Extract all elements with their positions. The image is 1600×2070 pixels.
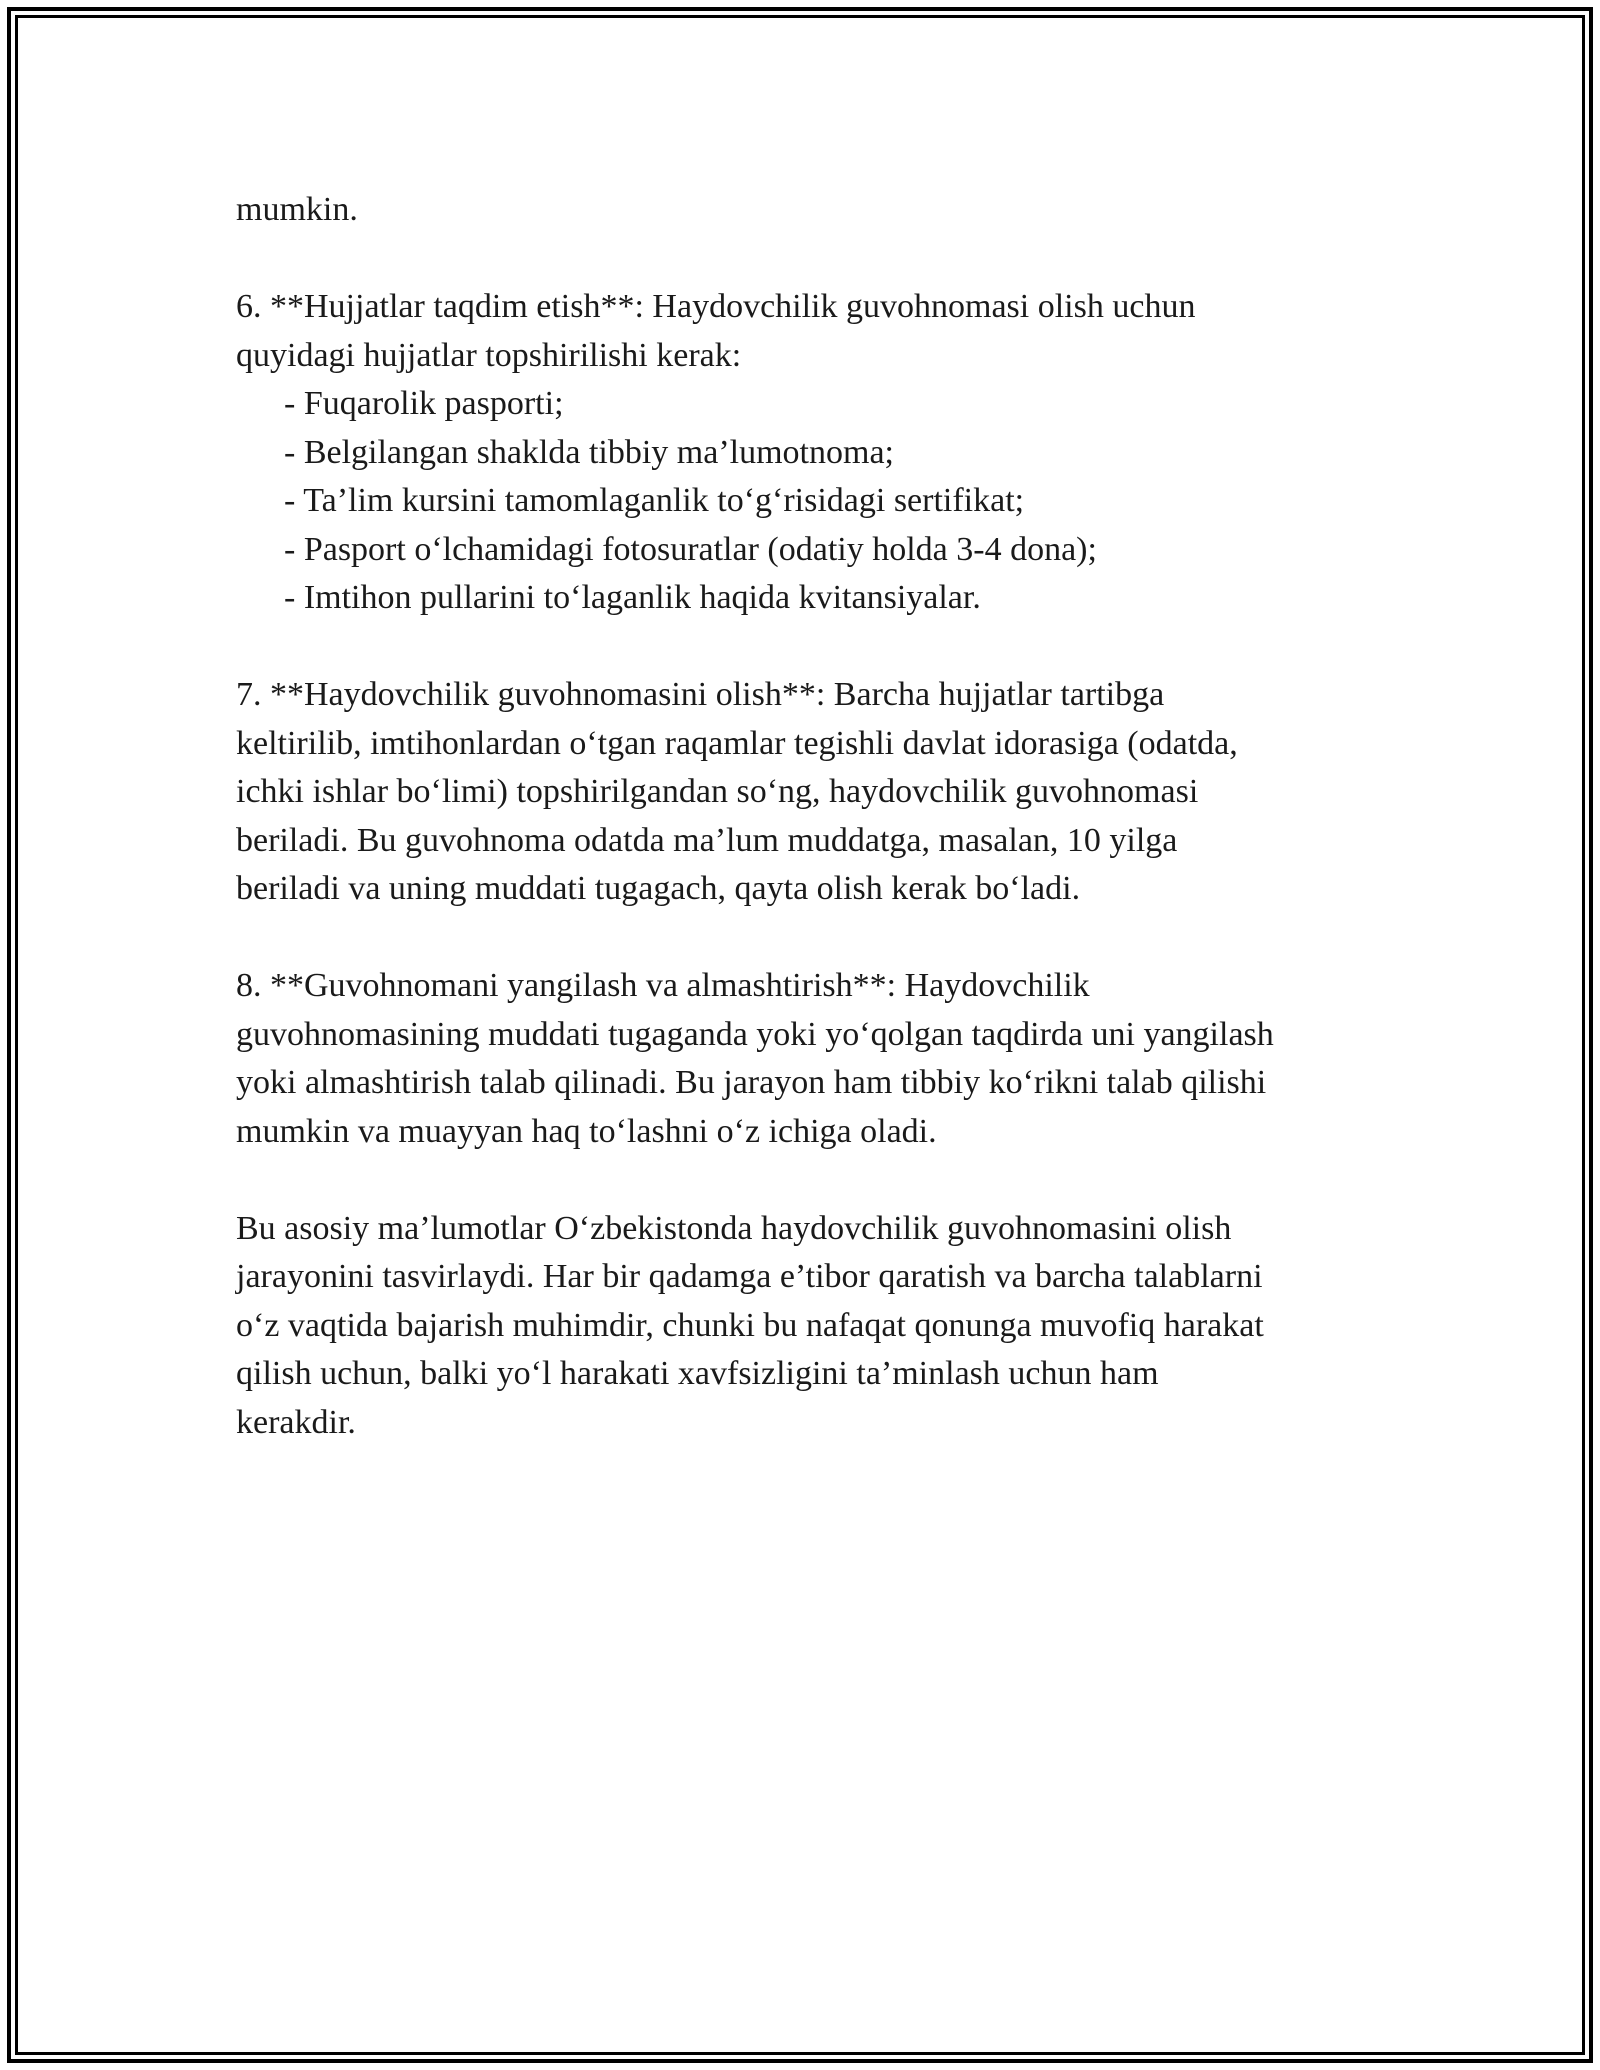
list-item: - Imtihon pullarini to‘laganlik haqida kvitansiyalar. <box>284 579 981 616</box>
text-line: kerakdir. <box>236 1403 356 1441</box>
section-8-renewal <box>236 962 1396 1156</box>
conclusion-paragraph <box>236 1205 1396 1448</box>
text-line: keltirilib, imtihonlardan o‘tgan raqamlar tegishli davlat idorasiga (odatda, <box>236 724 1238 762</box>
section-8-heading-line: 8. **Guvohnomani yangilash va almashtirish**: Haydovchilik <box>236 967 1090 1004</box>
text-line: mumkin. <box>236 191 358 228</box>
text-line: beriladi. Bu guvohnoma odatda ma’lum muddatga, masalan, 10 yilga <box>236 821 1178 859</box>
text-line: ichki ishlar bo‘limi) topshirilgandan so‘ng, haydovchilik guvohnomasi <box>236 773 1199 810</box>
paragraph-continuation <box>236 186 1396 235</box>
section-7-obtaining-license <box>236 671 1396 914</box>
list-item: - Pasport o‘lchamidagi fotosuratlar (odatiy holda 3-4 dona); <box>284 530 1097 568</box>
list-item: - Fuqarolik pasporti; <box>284 385 564 422</box>
text-line: o‘z vaqtida bajarish muhimdir, chunki bu nafaqat qonunga muvofiq harakat <box>236 1306 1264 1344</box>
list-item: - Belgilangan shaklda tibbiy ma’lumotnoma; <box>284 433 894 471</box>
list-item: - Ta’lim kursini tamomlaganlik to‘g‘risidagi sertifikat; <box>284 482 1025 519</box>
section-7-heading-line: 7. **Haydovchilik guvohnomasini olish**: Barcha hujjatlar tartibga <box>236 676 1165 713</box>
document-body <box>236 186 1396 1496</box>
section-6-heading-line: 6. **Hujjatlar taqdim etish**: Haydovchilik guvohnomasi olish uchun <box>236 288 1196 325</box>
text-line: jarayonini tasvirlaydi. Har bir qadamga e’tibor qaratish va barcha talablarni <box>236 1258 1263 1295</box>
text-line: beriladi va uning muddati tugagach, qayta olish kerak bo‘ladi. <box>236 870 1081 907</box>
section-6-documents <box>236 283 1396 623</box>
text-line: guvohnomasining muddati tugaganda yoki yo‘qolgan taqdirda uni yangilash <box>236 1015 1274 1053</box>
text-line: qilish uchun, balki yo‘l harakati xavfsizligini ta’minlash uchun ham <box>236 1355 1159 1392</box>
text-line: quyidagi hujjatlar topshirilishi kerak: <box>236 336 742 374</box>
text-line: Bu asosiy ma’lumotlar O‘zbekistonda haydovchilik guvohnomasini olish <box>236 1209 1232 1247</box>
text-line: mumkin va muayyan haq to‘lashni o‘z ichiga oladi. <box>236 1112 937 1150</box>
text-line: yoki almashtirish talab qilinadi. Bu jarayon ham tibbiy ko‘rikni talab qilishi <box>236 1064 1267 1101</box>
